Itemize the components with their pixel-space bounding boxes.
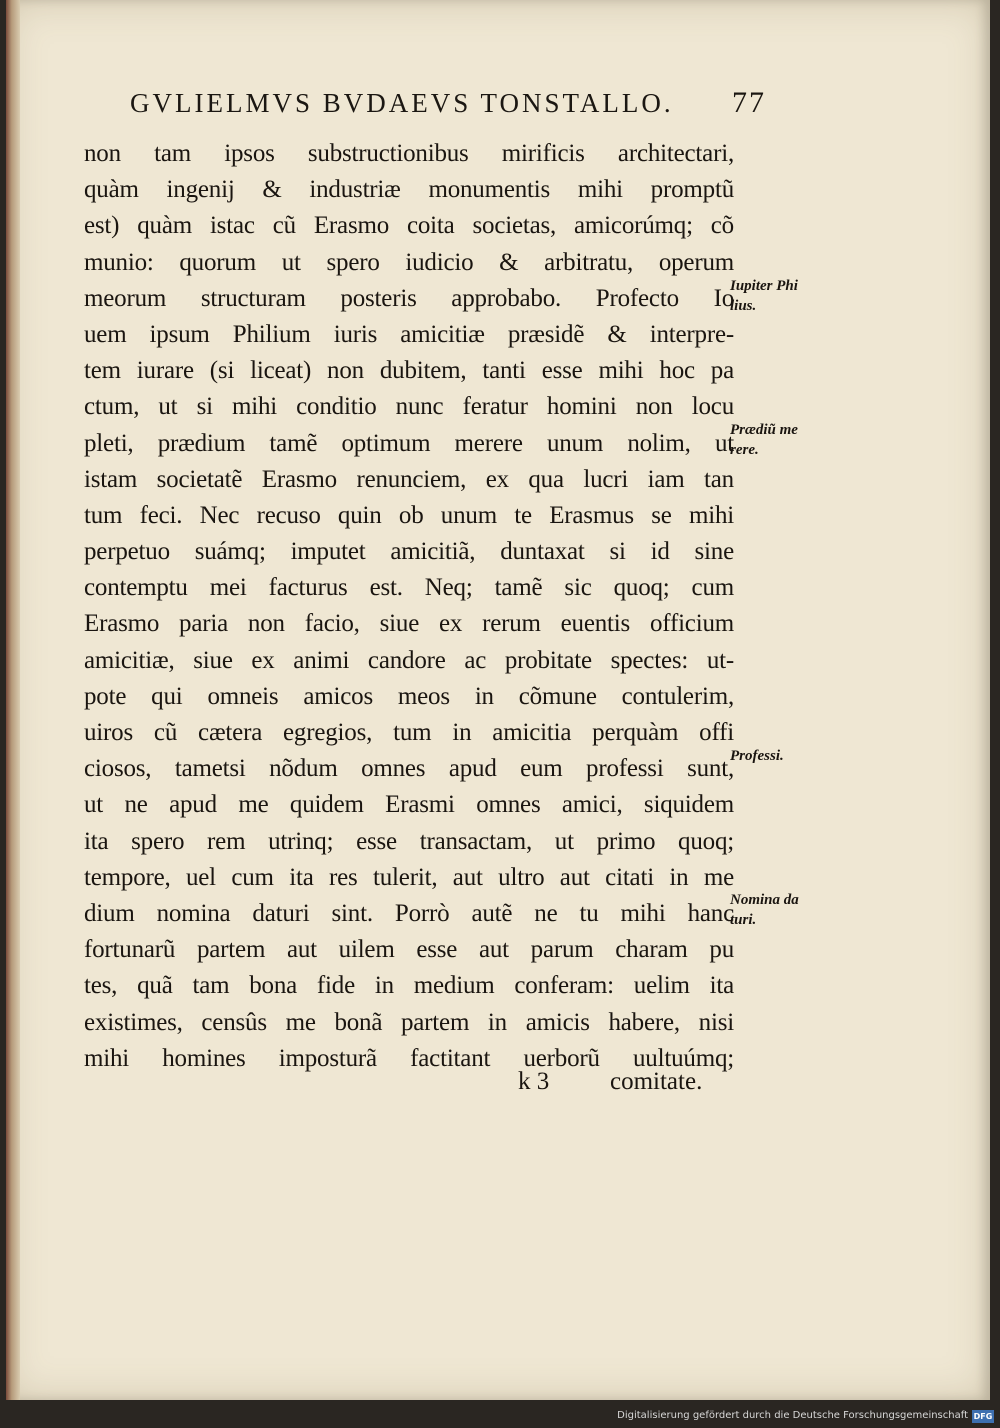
text-line: pleti, prædium tamẽ optimum merere unum nolim, ut — [84, 429, 734, 457]
running-head: GVLIELMVS BVDAEVS TONSTALLO. — [130, 88, 674, 118]
catchword: comitate. — [610, 1068, 703, 1095]
marginal-note-line: Professi. — [730, 748, 784, 764]
text-line: existimes, censûs me bonã partem in amicis habere, nisi — [84, 1008, 734, 1036]
dfg-logo-icon: DFG — [973, 1412, 993, 1421]
signature-mark: k 3 — [518, 1068, 550, 1095]
marginal-note-line: Nomina da — [730, 892, 799, 908]
text-line: amicitiæ, siue ex animi candore ac probitate spectes: ut- — [84, 646, 734, 674]
text-line: ita spero rem utrinq; esse transactam, ut primo quoq; — [84, 827, 734, 855]
book-page — [6, 0, 990, 1400]
text-line: ut ne apud me quidem Erasmi omnes amici, siquidem — [84, 791, 734, 819]
text-line: istam societatẽ Erasmo renunciem, ex qua lucri iam tan — [84, 465, 734, 493]
text-line: tum feci. Nec recuso quin ob unum te Erasmus se mihi — [84, 501, 734, 529]
text-line: mihi homines imposturã factitant uerborũ uultuúmq; — [84, 1044, 734, 1072]
marginal-note — [730, 746, 784, 766]
text-line: uiros cũ cætera egregios, tum in amicitia perquàm offi — [84, 719, 734, 746]
marginal-note-line: turi. — [730, 912, 757, 928]
funding-credit: Digitalisierung gefördert durch die Deutsche Forschungsgemeinschaft — [617, 1410, 968, 1421]
body-text — [84, 136, 734, 1077]
text-line: perpetuo suámq; imputet amicitiã, duntaxat si id sine — [84, 538, 734, 566]
text-line: est) quàm istac cũ Erasmo coita societas, amicorúmq; cõ — [84, 212, 734, 240]
folio-number: 77 — [732, 86, 766, 119]
marginal-note — [730, 420, 798, 460]
text-line: tempore, uel cum ita res tulerit, aut ultro aut citati in me — [84, 863, 734, 891]
marginal-note — [730, 276, 798, 316]
text-line: ctum, ut si mihi conditio nunc feratur homini non locu — [84, 393, 734, 421]
text-line: non tam ipsos substructionibus mirificis architectari, — [84, 140, 734, 167]
text-line: uem ipsum Philium iuris amicitiæ præsidẽ & interpre- — [84, 320, 734, 348]
footer-bar — [0, 1408, 1000, 1428]
marginal-note-line: rere. — [730, 442, 759, 458]
text-line: fortunarũ partem aut uilem esse aut parum charam pu — [84, 936, 734, 964]
marginal-note-line: Iupiter Phi — [730, 278, 798, 294]
marginal-note-line: lius. — [730, 298, 757, 314]
text-line: quàm ingenij & industriæ monumentis mihi promptũ — [84, 176, 734, 204]
text-line: pote qui omneis amicos meos in cõmune contulerim, — [84, 682, 734, 710]
text-line: dium nomina daturi sint. Porrò autẽ ne tu mihi hanc — [84, 899, 734, 927]
text-line: tem iurare (si liceat) non dubitem, tanti esse mihi hoc pa — [84, 357, 734, 385]
binding-edge — [6, 0, 20, 1400]
text-line: contemptu mei facturus est. Neq; tamẽ sic quoq; cum — [84, 574, 734, 602]
text-line: ciosos, tametsi nõdum omnes apud eum professi sunt, — [84, 755, 734, 783]
text-line: meorum structuram posteris approbabo. Profecto Io — [84, 284, 734, 312]
marginal-note-line: Prædiũ me — [730, 422, 798, 438]
text-line: munio: quorum ut spero iudicio & arbitratu, operum — [84, 248, 734, 276]
page-header — [6, 88, 990, 128]
text-line: Erasmo paria non facio, siue ex rerum euentis officium — [84, 610, 734, 638]
marginal-note — [730, 890, 799, 930]
text-line: tes, quã tam bona fide in medium conferam: uelim ita — [84, 972, 734, 1000]
